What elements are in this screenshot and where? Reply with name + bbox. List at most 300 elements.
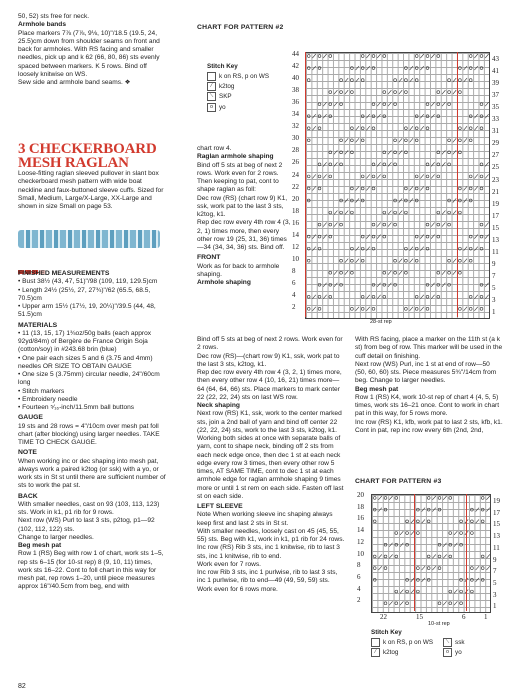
k2tog-symbol — [453, 78, 456, 82]
yo-symbol — [361, 139, 364, 142]
key-row — [371, 648, 433, 658]
yo-symbol — [469, 295, 472, 298]
yarn-swatch-image — [18, 230, 160, 248]
k2tog-symbol — [422, 566, 425, 570]
yo-symbol — [384, 543, 387, 546]
yo-symbol — [406, 532, 409, 535]
yo-symbol — [417, 590, 420, 593]
middle-text: Work even for 6 rows more. — [197, 585, 278, 593]
yo-symbol — [405, 139, 408, 142]
key-row — [207, 82, 287, 92]
k2tog-symbol — [323, 162, 326, 166]
yo-symbol — [417, 508, 420, 511]
middle-text: Inc row Rib 3 sts, inc 1 purlwise, rib to last 3 sts, inc 1 purlwise, rib to end—49 (49, 59, 59) sts. — [197, 569, 338, 585]
yo-symbol — [318, 127, 321, 130]
k2tog-symbol — [399, 259, 402, 263]
yo-symbol — [448, 271, 451, 274]
yo-symbol — [426, 223, 429, 226]
chart-row-number: 15 — [492, 223, 499, 232]
key-symbol: ⁄ — [207, 82, 216, 91]
chart-row-number: 7 — [493, 567, 497, 576]
yo-symbol — [307, 259, 310, 262]
k2tog-symbol — [366, 174, 369, 178]
yo-symbol — [351, 151, 354, 154]
k2tog-symbol — [442, 162, 445, 166]
k2tog-symbol — [345, 150, 348, 154]
yo-symbol — [469, 259, 472, 262]
yo-symbol — [426, 175, 429, 178]
yo-symbol — [469, 199, 472, 202]
next-row-text: Next row (WS) Purl to last 3 sts, p2tog, p1—92 (102, 112, 122) sts. — [18, 517, 155, 533]
yo-symbol — [361, 127, 364, 130]
k2tog-symbol — [366, 54, 369, 58]
yo-symbol — [361, 307, 364, 310]
yo-symbol — [340, 271, 343, 274]
yo-symbol — [361, 187, 364, 190]
back-heading: BACK — [18, 492, 38, 500]
yo-symbol — [469, 79, 472, 82]
yo-symbol — [373, 497, 376, 500]
yo-symbol — [361, 259, 364, 262]
yo-symbol — [481, 520, 484, 523]
chart2-title: CHART FOR PATTERN #2 — [197, 24, 284, 31]
yo-symbol — [361, 55, 364, 58]
chart-row-number: 4 — [357, 584, 361, 593]
yo-symbol — [307, 139, 310, 142]
yo-symbol — [460, 590, 463, 593]
k2tog-symbol — [453, 90, 456, 94]
k2tog-symbol — [345, 78, 348, 82]
key-symbol — [207, 72, 216, 81]
yo-symbol — [426, 55, 429, 58]
yo-symbol — [438, 508, 441, 511]
yo-symbol — [383, 55, 386, 58]
yo-symbol — [361, 295, 364, 298]
k2tog-symbol — [334, 211, 337, 215]
yo-symbol — [318, 175, 321, 178]
k2tog-symbol — [323, 102, 326, 106]
yo-symbol — [426, 247, 429, 250]
yo-symbol — [394, 223, 397, 226]
yo-symbol — [448, 151, 451, 154]
yo-symbol — [340, 151, 343, 154]
chart-row-number: 21 — [492, 187, 499, 196]
yo-symbol — [394, 151, 397, 154]
k2tog-symbol — [443, 496, 446, 500]
middle-text-wide — [197, 336, 345, 594]
key-label: k on RS, p on WS — [219, 73, 270, 81]
yo-symbol — [394, 91, 397, 94]
chart-row-number: 18 — [357, 502, 364, 511]
yo-symbol — [394, 103, 397, 106]
chart-row-number: 17 — [493, 508, 500, 517]
yo-symbol — [459, 271, 462, 274]
yo-symbol — [427, 508, 430, 511]
yo-symbol — [372, 283, 375, 286]
yo-symbol — [307, 247, 310, 250]
yo-symbol — [481, 555, 484, 558]
k2tog-symbol — [312, 186, 315, 190]
yo-symbol — [329, 211, 332, 214]
armhole-bands-heading: Armhole bands — [18, 21, 66, 29]
yo-symbol — [372, 55, 375, 58]
k2tog-symbol — [464, 66, 467, 70]
k2tog-symbol — [420, 247, 423, 251]
yo-symbol — [383, 163, 386, 166]
key-label: k2tog — [219, 83, 235, 91]
k2tog-symbol — [388, 211, 391, 215]
chart-row-number: 41 — [492, 67, 499, 76]
yo-symbol — [329, 91, 332, 94]
yo-symbol — [329, 283, 332, 286]
yo-symbol — [329, 55, 332, 58]
chart-row-number: 16 — [292, 218, 299, 227]
key-label: ssk — [455, 639, 465, 647]
yo-symbol — [469, 235, 472, 238]
chart-row-number: 19 — [492, 199, 499, 208]
yo-symbol — [318, 247, 321, 250]
yo-symbol — [415, 307, 418, 310]
yo-symbol — [372, 115, 375, 118]
yo-symbol — [437, 295, 440, 298]
k2tog-symbol — [388, 102, 391, 106]
yo-symbol — [307, 175, 310, 178]
k2tog-symbol — [400, 543, 403, 547]
k2tog-symbol — [454, 601, 457, 605]
chart-row-number: 32 — [292, 122, 299, 131]
yo-symbol — [448, 211, 451, 214]
yo-symbol — [481, 578, 484, 581]
k2tog-symbol — [389, 601, 392, 605]
yo-symbol — [481, 508, 484, 511]
yo-symbol — [372, 235, 375, 238]
back-text: With smaller needles, cast on 93 (103, 113, 123) sts. Work in k1, p1 rib for 9 rows. — [18, 500, 160, 516]
yo-symbol — [415, 79, 418, 82]
yo-symbol — [394, 139, 397, 142]
chart-row-number: 9 — [492, 259, 496, 268]
chart3-col-1: 1 — [484, 613, 488, 621]
k2tog-symbol — [476, 578, 479, 582]
k2tog-symbol — [323, 235, 326, 239]
key-row — [207, 72, 287, 82]
yo-symbol — [383, 103, 386, 106]
yo-symbol — [469, 55, 472, 58]
k2tog-symbol — [432, 508, 435, 512]
key-symbol: ⁄ — [371, 648, 380, 657]
chart3-title: CHART FOR PATTERN #3 — [355, 478, 442, 485]
chart-row-number: 11 — [493, 543, 500, 552]
yo-symbol — [448, 79, 451, 82]
yo-symbol — [384, 508, 387, 511]
left-main-text — [18, 268, 166, 592]
k2tog-symbol — [420, 66, 423, 70]
k2tog-symbol — [454, 590, 457, 594]
right-subhead: Beg mesh pat — [355, 385, 399, 393]
k2tog-symbol — [356, 259, 359, 263]
yo-symbol — [480, 127, 483, 130]
yo-symbol — [329, 163, 332, 166]
yo-symbol — [318, 235, 321, 238]
k2tog-symbol — [399, 198, 402, 202]
k2tog-symbol — [377, 174, 380, 178]
chart-row-number: 5 — [493, 578, 497, 587]
intro-text — [18, 170, 166, 211]
k2tog-symbol — [323, 54, 326, 58]
yo-symbol — [395, 590, 398, 593]
chart3-col-15: 15 — [416, 613, 423, 621]
k2tog-symbol — [356, 186, 359, 190]
chart-row-number: 36 — [292, 98, 299, 107]
yo-symbol — [426, 187, 429, 190]
yo-symbol — [449, 590, 452, 593]
yo-symbol — [460, 520, 463, 523]
k2tog-symbol — [486, 555, 489, 559]
k2tog-symbol — [356, 126, 359, 130]
materials-item: • Embroidery needle — [18, 395, 78, 403]
yo-symbol — [372, 223, 375, 226]
yo-symbol — [372, 67, 375, 70]
k2tog-symbol — [399, 211, 402, 215]
yo-symbol — [480, 103, 483, 106]
finished-item: • Length 24½ (25½, 27, 27¾)"/62 (65.5, 68.5, 70.5)cm — [18, 286, 151, 302]
k2tog-symbol — [464, 126, 467, 130]
k2tog-symbol — [400, 590, 403, 594]
yo-symbol — [383, 271, 386, 274]
chart-row-number: 2 — [292, 303, 296, 312]
yo-symbol — [449, 532, 452, 535]
k2tog-symbol — [485, 295, 488, 299]
k2tog-symbol — [464, 307, 467, 311]
k2tog-symbol — [485, 235, 488, 239]
yo-symbol — [318, 67, 321, 70]
yo-symbol — [394, 283, 397, 286]
yo-symbol — [373, 508, 376, 511]
k2tog-symbol — [442, 223, 445, 227]
k2tog-symbol — [431, 295, 434, 299]
yo-symbol — [373, 555, 376, 558]
k2tog-symbol — [312, 54, 315, 58]
yo-symbol — [318, 187, 321, 190]
k2tog-symbol — [474, 114, 477, 118]
yo-symbol — [340, 103, 343, 106]
chart-row-number: 43 — [492, 55, 499, 63]
k2tog-symbol — [420, 186, 423, 190]
chart3-rep-label: 10-st rep — [428, 621, 450, 627]
key-row — [207, 103, 287, 113]
yo-symbol — [361, 79, 364, 82]
left-top-text — [18, 13, 166, 87]
k2tog-symbol — [399, 150, 402, 154]
yo-symbol — [383, 295, 386, 298]
chart-row-number: 20 — [292, 194, 299, 203]
yo-symbol — [437, 55, 440, 58]
yo-symbol — [406, 590, 409, 593]
k2tog-symbol — [454, 543, 457, 547]
yo-symbol — [383, 235, 386, 238]
chart-row-number: 22 — [292, 182, 299, 191]
yo-symbol — [394, 79, 397, 82]
yo-symbol — [351, 211, 354, 214]
k2tog-symbol — [486, 496, 489, 500]
k2tog-symbol — [474, 295, 477, 299]
yo-symbol — [460, 602, 463, 605]
yo-symbol — [415, 139, 418, 142]
yo-symbol — [394, 163, 397, 166]
yo-symbol — [480, 115, 483, 118]
k2tog-symbol — [345, 198, 348, 202]
k2tog-symbol — [312, 247, 315, 251]
yo-symbol — [480, 187, 483, 190]
yo-symbol — [480, 223, 483, 226]
materials-item: • One pair each sizes 5 and 6 (3.75 and 4mm) needles OR SIZE TO OBTAIN GAUGE — [18, 354, 153, 370]
k2tog-symbol — [377, 54, 380, 58]
yo-symbol — [351, 307, 354, 310]
intro-paragraph: Loose-fitting raglan sleeved pullover in slant box checkerboard mesh pattern with wide boat neckline and faux-buttoned sleeve cuffs. Sized for Small, Medium, Large/X-Large, XX-Large and shown in size Small on page 53. — [18, 170, 164, 210]
yo-symbol — [405, 271, 408, 274]
yo-symbol — [427, 520, 430, 523]
yo-symbol — [471, 578, 474, 581]
yo-symbol — [351, 127, 354, 130]
yo-symbol — [340, 211, 343, 214]
chart-row-number: 4 — [292, 291, 296, 299]
materials-item: • One size 5 (3.75mm) circular needle, 24"/60cm long — [18, 371, 160, 387]
k2tog-symbol — [345, 271, 348, 275]
middle-heading: LEFT SLEEVE — [197, 503, 243, 510]
yo-symbol — [383, 151, 386, 154]
yo-symbol — [384, 567, 387, 570]
k2tog-symbol — [334, 162, 337, 166]
yo-symbol — [460, 578, 463, 581]
k2tog-symbol — [464, 78, 467, 82]
yo-symbol — [449, 555, 452, 558]
beg-mesh-text: Row 1 (RS) Beg with row 1 of chart, work sts 1–5, rep sts 6–15 (for 10-st rep) 8 (9, 10, 11) times, work sts 16–22. Cont to foll chart in this way for mesh pat, rep rows 1–20, until piece measures approx 16"/40.5cm from beg, end with — [18, 550, 164, 591]
yo-symbol — [471, 520, 474, 523]
yo-symbol — [307, 235, 310, 238]
k2tog-symbol — [443, 543, 446, 547]
k2tog-symbol — [334, 271, 337, 275]
pattern-title: 3 CHECKERBOARD MESH RAGLAN — [18, 141, 157, 171]
yo-symbol — [307, 55, 310, 58]
k2tog-symbol — [378, 555, 381, 559]
yo-symbol — [438, 567, 441, 570]
k2tog-symbol — [334, 102, 337, 106]
k2tog-symbol — [334, 223, 337, 227]
yo-symbol — [395, 602, 398, 605]
note-text: When working inc or dec shaping into mesh pat, always work a paired k2tog (or ssk) with a yo, or work sts in St st until there are sufficient number of sts to work the pat st. — [18, 457, 166, 490]
k2tog-symbol — [474, 186, 477, 190]
yo-symbol — [449, 602, 452, 605]
k2tog-symbol — [453, 150, 456, 154]
chart-row-number: 6 — [292, 278, 296, 287]
k2tog-symbol — [474, 307, 477, 311]
yo-symbol — [318, 163, 321, 166]
right-text-p: Cont in pat, rep inc row every 6th (2nd, 2nd, — [355, 426, 484, 434]
k2tog-symbol — [323, 114, 326, 118]
yo-symbol — [437, 211, 440, 214]
k2tog-symbol — [453, 259, 456, 263]
k2tog-symbol — [443, 601, 446, 605]
key-label: SKP — [219, 93, 232, 101]
k2tog-symbol — [366, 295, 369, 299]
yo-symbol — [427, 567, 430, 570]
gauge-heading: GAUGE — [18, 414, 43, 422]
k2tog-symbol — [388, 223, 391, 227]
yo-symbol — [415, 235, 418, 238]
yo-symbol — [459, 91, 462, 94]
k2tog-symbol — [388, 283, 391, 287]
chart-row-number: 25 — [492, 163, 499, 172]
key-symbol: o — [443, 648, 452, 657]
yo-symbol — [372, 175, 375, 178]
page-number: 82 — [18, 683, 26, 690]
k2tog-symbol — [366, 235, 369, 239]
yo-symbol — [438, 543, 441, 546]
chart-row-number: 14 — [357, 526, 364, 535]
chart-row-number: 28 — [292, 146, 299, 155]
yo-symbol — [340, 91, 343, 94]
k2tog-symbol — [474, 235, 477, 239]
yo-symbol — [361, 67, 364, 70]
chart2-stitch-key — [207, 62, 287, 113]
chart3-col-6: 6 — [462, 613, 466, 621]
materials-item: • 11 (13, 15, 17) 1¾oz/50g balls (each approx 92yd/84m) of Bergère de France Origin Soja (cotton/soy) in #243.68 brin (blue) — [18, 329, 152, 354]
yo-symbol — [438, 555, 441, 558]
k2tog-symbol — [464, 259, 467, 263]
yo-symbol — [417, 532, 420, 535]
k2tog-symbol — [431, 174, 434, 178]
chart3-col-22: 22 — [380, 613, 387, 621]
yo-symbol — [438, 497, 441, 500]
yo-symbol — [307, 187, 310, 190]
k2tog-symbol — [356, 66, 359, 70]
yo-symbol — [383, 91, 386, 94]
k2tog-symbol — [312, 66, 315, 70]
k2tog-symbol — [323, 174, 326, 178]
k2tog-symbol — [442, 102, 445, 106]
yo-symbol — [448, 223, 451, 226]
k2tog-symbol — [432, 566, 435, 570]
k2tog-symbol — [420, 295, 423, 299]
yo-symbol — [426, 283, 429, 286]
chart-row-number: 37 — [492, 91, 499, 100]
k2tog-symbol — [431, 114, 434, 118]
yo-symbol — [373, 567, 376, 570]
yo-symbol — [351, 247, 354, 250]
yo-symbol — [351, 259, 354, 262]
k2tog-symbol — [485, 54, 488, 58]
chart-row-number: 3 — [493, 590, 497, 599]
chart-row-number: 42 — [292, 62, 299, 71]
k2tog-symbol — [388, 90, 391, 94]
yo-symbol — [415, 259, 418, 262]
k2tog-symbol — [442, 211, 445, 215]
yo-symbol — [405, 259, 408, 262]
chart-row-number: 13 — [492, 235, 499, 244]
middle-subhead: Armhole shaping — [197, 279, 251, 286]
yo-symbol — [448, 91, 451, 94]
chart-row-number: 23 — [492, 175, 499, 184]
k2tog-symbol — [334, 150, 337, 154]
yo-symbol — [373, 578, 376, 581]
yo-symbol — [372, 163, 375, 166]
yo-symbol — [437, 151, 440, 154]
right-text-p: With RS facing, place a marker on the 11th st (a k st) from beg of row. This marker will be used in the cuff detail on finishing. — [355, 336, 503, 360]
chart-row-number: 20 — [357, 491, 364, 499]
middle-text: Work even for 7 rows. — [197, 560, 262, 568]
k2tog-symbol — [485, 162, 488, 166]
yo-symbol — [415, 115, 418, 118]
yo-symbol — [471, 590, 474, 593]
